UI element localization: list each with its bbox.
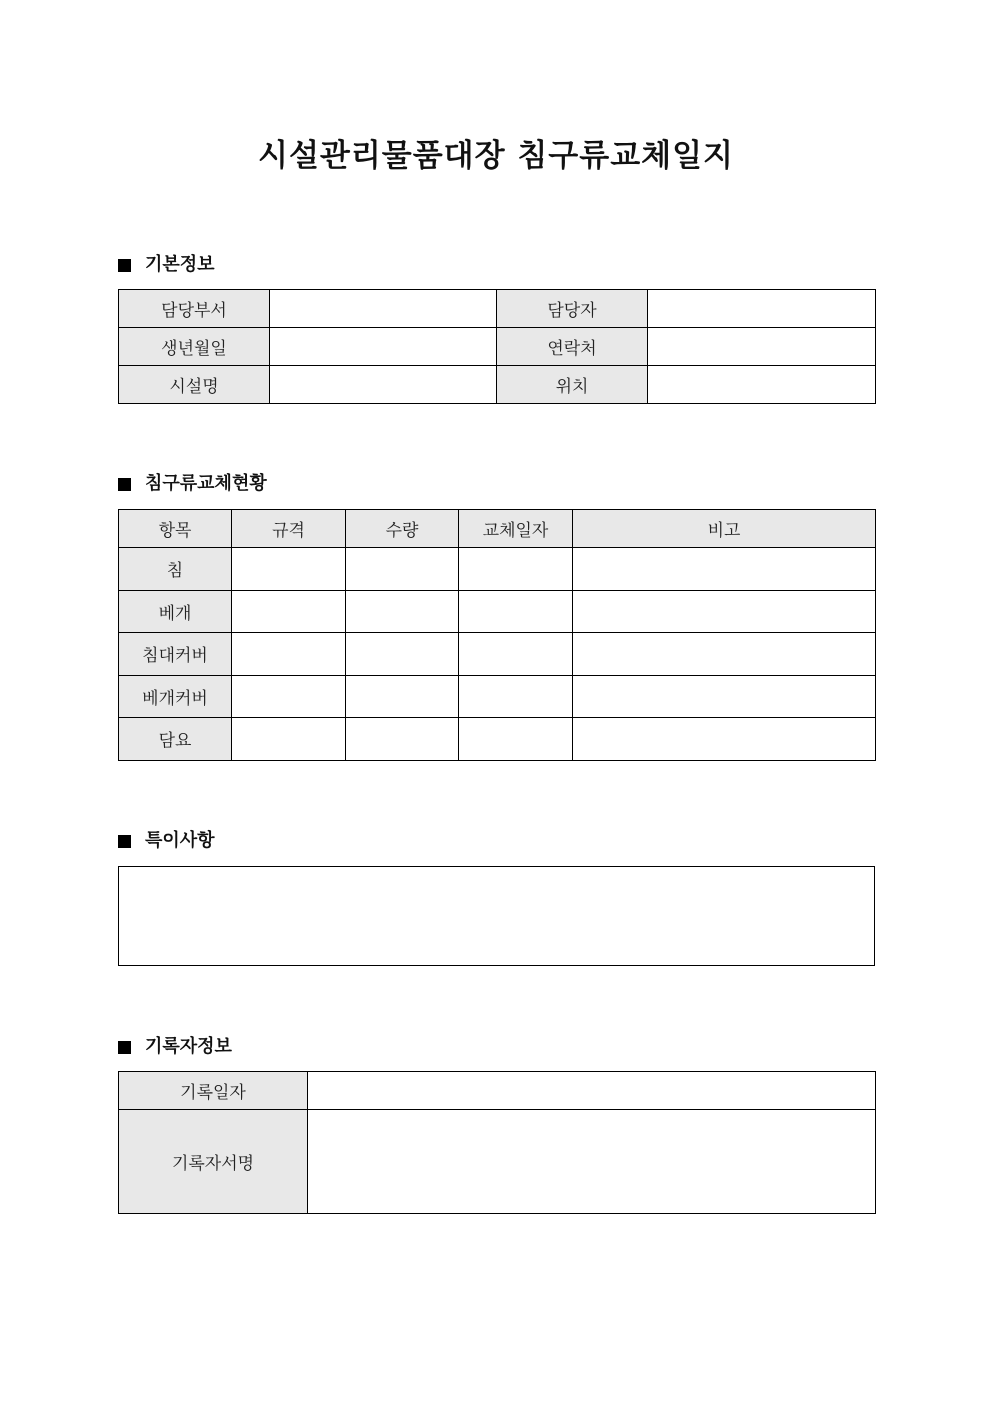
item-label: 베개커버 xyxy=(119,675,232,718)
column-header-quantity: 수량 xyxy=(346,510,459,548)
birthdate-label: 생년월일 xyxy=(119,328,270,366)
item-label: 침 xyxy=(119,548,232,591)
table-row xyxy=(119,366,876,404)
section-heading-label: 기본정보 xyxy=(145,254,215,275)
spec-cell[interactable] xyxy=(232,718,346,761)
spec-cell[interactable] xyxy=(232,675,346,718)
replace-date-cell[interactable] xyxy=(459,633,573,676)
table-row xyxy=(119,290,876,328)
section-heading-bedding-status xyxy=(118,472,267,496)
birthdate-field[interactable] xyxy=(270,328,497,366)
spec-cell[interactable] xyxy=(232,590,346,633)
section-heading-label: 특이사항 xyxy=(145,830,215,851)
quantity-cell[interactable] xyxy=(346,633,459,676)
column-header-spec: 규격 xyxy=(232,510,346,548)
table-header-row xyxy=(119,510,876,548)
replace-date-cell[interactable] xyxy=(459,590,573,633)
table-row xyxy=(119,1110,876,1214)
table-row xyxy=(119,328,876,366)
quantity-cell[interactable] xyxy=(346,675,459,718)
facility-name-field[interactable] xyxy=(270,366,497,404)
section-heading-label: 기록자정보 xyxy=(145,1036,232,1057)
basic-info-table xyxy=(118,289,876,404)
department-field[interactable] xyxy=(270,290,497,328)
department-label: 담당부서 xyxy=(119,290,270,328)
column-header-item: 항목 xyxy=(119,510,232,548)
quantity-cell[interactable] xyxy=(346,548,459,591)
column-header-remarks: 비고 xyxy=(573,510,876,548)
item-label: 담요 xyxy=(119,718,232,761)
record-date-field[interactable] xyxy=(308,1072,876,1110)
replace-date-cell[interactable] xyxy=(459,718,573,761)
item-label: 베개 xyxy=(119,590,232,633)
page-title: 시설관리물품대장 침구류교체일지 xyxy=(258,138,734,174)
item-label: 침대커버 xyxy=(119,633,232,676)
remarks-cell[interactable] xyxy=(573,718,876,761)
quantity-cell[interactable] xyxy=(346,590,459,633)
replace-date-cell[interactable] xyxy=(459,548,573,591)
table-row xyxy=(119,1072,876,1110)
table-row xyxy=(119,718,876,761)
bedding-status-table xyxy=(118,509,876,761)
remarks-cell[interactable] xyxy=(573,675,876,718)
table-row xyxy=(119,590,876,633)
location-label: 위치 xyxy=(497,366,648,404)
manager-field[interactable] xyxy=(648,290,876,328)
section-heading-recorder xyxy=(118,1035,232,1059)
table-row xyxy=(119,548,876,591)
spec-cell[interactable] xyxy=(232,633,346,676)
table-row xyxy=(119,675,876,718)
replace-date-cell[interactable] xyxy=(459,675,573,718)
square-bullet-icon xyxy=(118,259,131,272)
remarks-cell[interactable] xyxy=(573,633,876,676)
square-bullet-icon xyxy=(118,835,131,848)
section-heading-label: 침구류교체현황 xyxy=(145,473,267,494)
recorder-signature-label: 기록자서명 xyxy=(119,1110,308,1214)
location-field[interactable] xyxy=(648,366,876,404)
remarks-cell[interactable] xyxy=(573,590,876,633)
record-date-label: 기록일자 xyxy=(119,1072,308,1110)
recorder-signature-field[interactable] xyxy=(308,1110,876,1214)
quantity-cell[interactable] xyxy=(346,718,459,761)
section-heading-notes xyxy=(118,829,215,853)
recorder-info-table xyxy=(118,1071,876,1214)
contact-label: 연락처 xyxy=(497,328,648,366)
contact-field[interactable] xyxy=(648,328,876,366)
square-bullet-icon xyxy=(118,478,131,491)
square-bullet-icon xyxy=(118,1041,131,1054)
column-header-replace-date: 교체일자 xyxy=(459,510,573,548)
remarks-cell[interactable] xyxy=(573,548,876,591)
manager-label: 담당자 xyxy=(497,290,648,328)
spec-cell[interactable] xyxy=(232,548,346,591)
section-heading-basic-info xyxy=(118,253,215,277)
notes-field[interactable] xyxy=(118,866,875,966)
table-row xyxy=(119,633,876,676)
facility-name-label: 시설명 xyxy=(119,366,270,404)
